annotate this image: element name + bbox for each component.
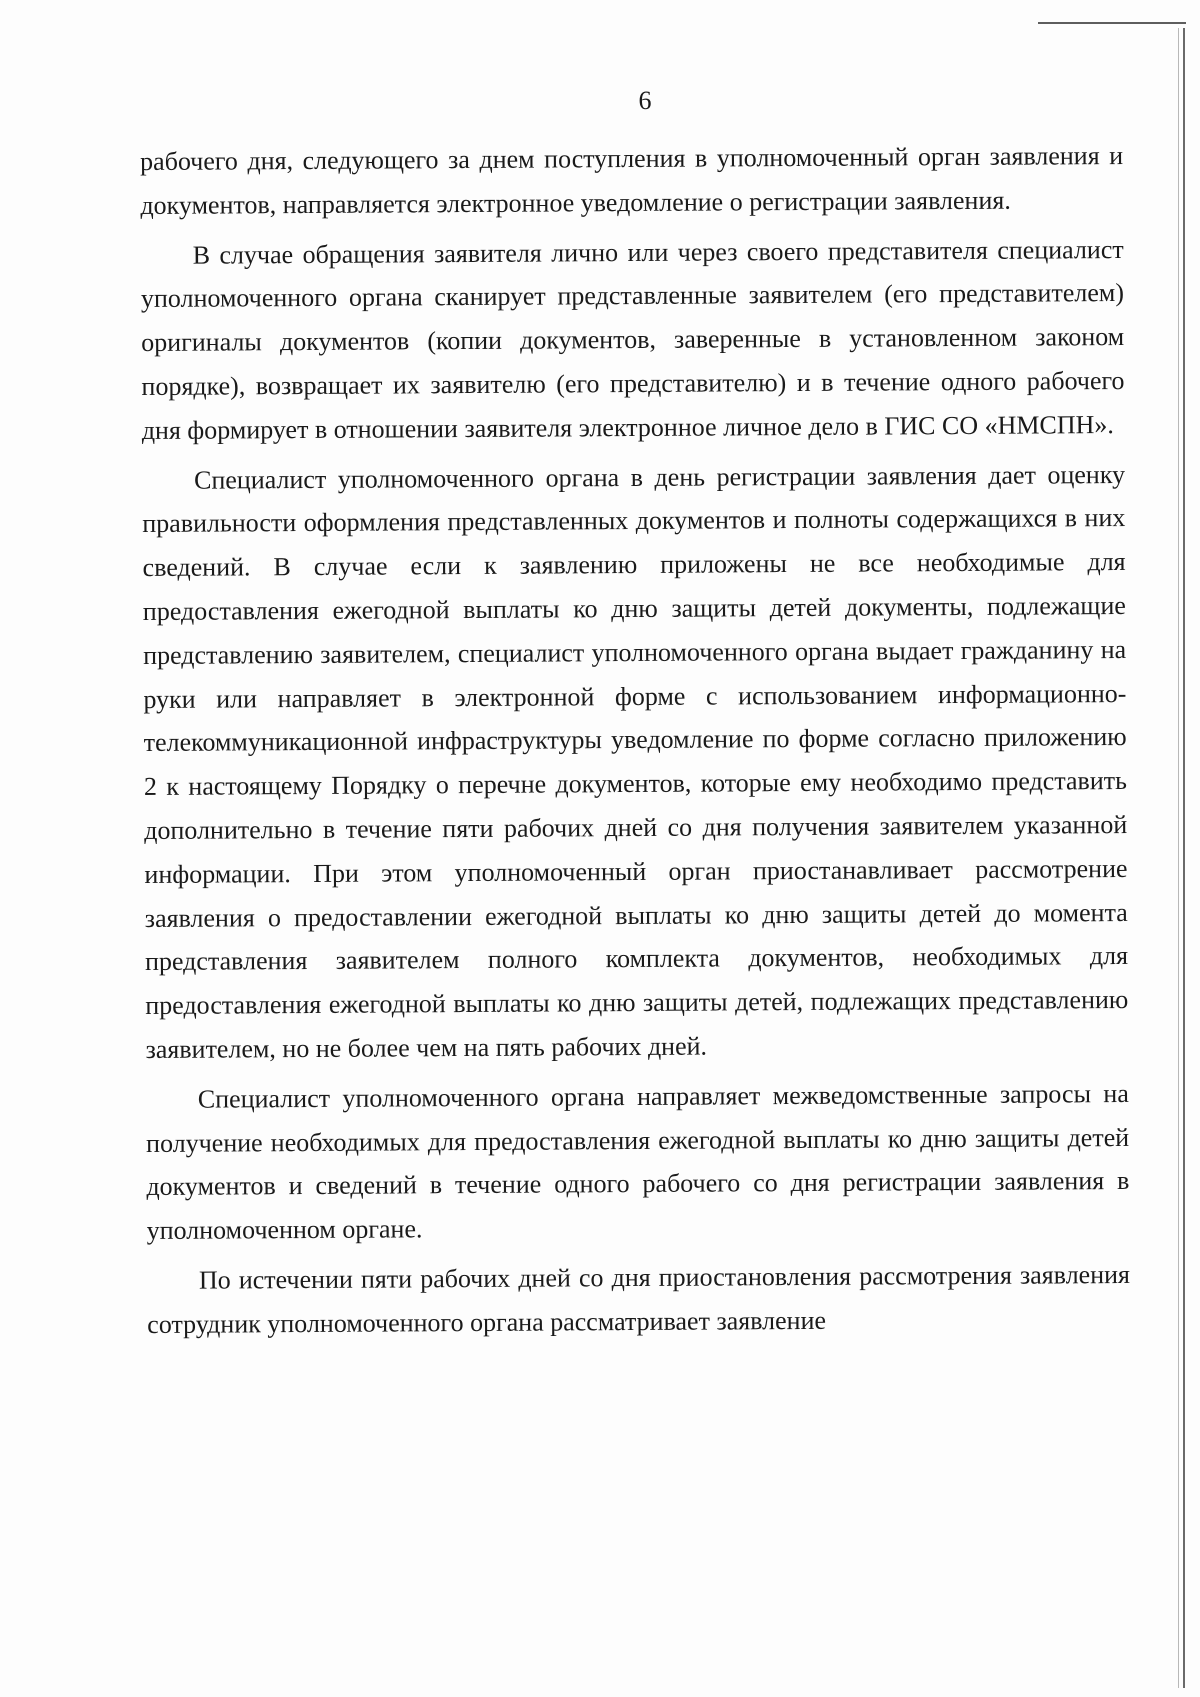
page-number: 6 — [638, 86, 652, 115]
paragraph-5: По истечении пяти рабочих дней со дня приостановления рассмотрения заявления сотрудник уполномоченного органа рассматривает заявление — [147, 1259, 1131, 1339]
paragraph-1: рабочего дня, следующего за днем поступления в уполномоченный орган заявления и документов, направляется электронное уведомление о регистрации заявления. — [140, 140, 1124, 220]
scan-edge-shadow — [1178, 28, 1179, 1688]
scan-edge-right — [1183, 28, 1185, 1688]
body-text — [140, 134, 1130, 1352]
paragraph-4: Специалист уполномоченного органа направляет межведомственные запросы на получение необходимых для предоставления ежегодной выплаты ко дню защиты детей документов и сведений в течение одного рабочего со дня регистрации заявления в уполномоченном органе. — [146, 1078, 1130, 1246]
scan-edge-top — [1038, 22, 1186, 24]
paragraph-3: Специалист уполномоченного органа в день регистрации заявления дает оценку правильности оформления представленных документов и полноты содержащихся в них сведений. В случае если к заявлению приложены не все необходимые для предоставления ежегодной выплаты ко дню защиты детей документы, подлежащие представлению заявителем, специалист уполномоченного органа выдает гражданину на руки или направляет в электронной форме с использованием информационно-телекоммуникационной инфраструктуры уведомление по форме согласно приложению 2 к настоящему Порядку о перечне документов, которые ему необходимо представить дополнительно в течение пяти рабочих дней со дня получения заявителем указанной информации. При этом уполномоченный орган приостанавливает рассмотрение заявления о предоставлении ежегодной выплаты ко дню защиты детей до момента представления заявителем полного комплекта документов, необходимых для предоставления ежегодной выплаты ко дню защиты детей, подлежащих представлению заявителем, но не более чем на пять рабочих дней. — [142, 459, 1129, 1064]
paragraph-2: В случае обращения заявителя лично или через своего представителя специалист уполномоченного органа сканирует представленные заявителем (его представителем) оригиналы документов (копии документов, заверенные в установленном законом порядке), возвращает их заявителю (его представителю) и в течение одного рабочего дня формирует в отношении заявителя электронное личное дело в ГИС СО «НМСПН». — [140, 234, 1125, 445]
